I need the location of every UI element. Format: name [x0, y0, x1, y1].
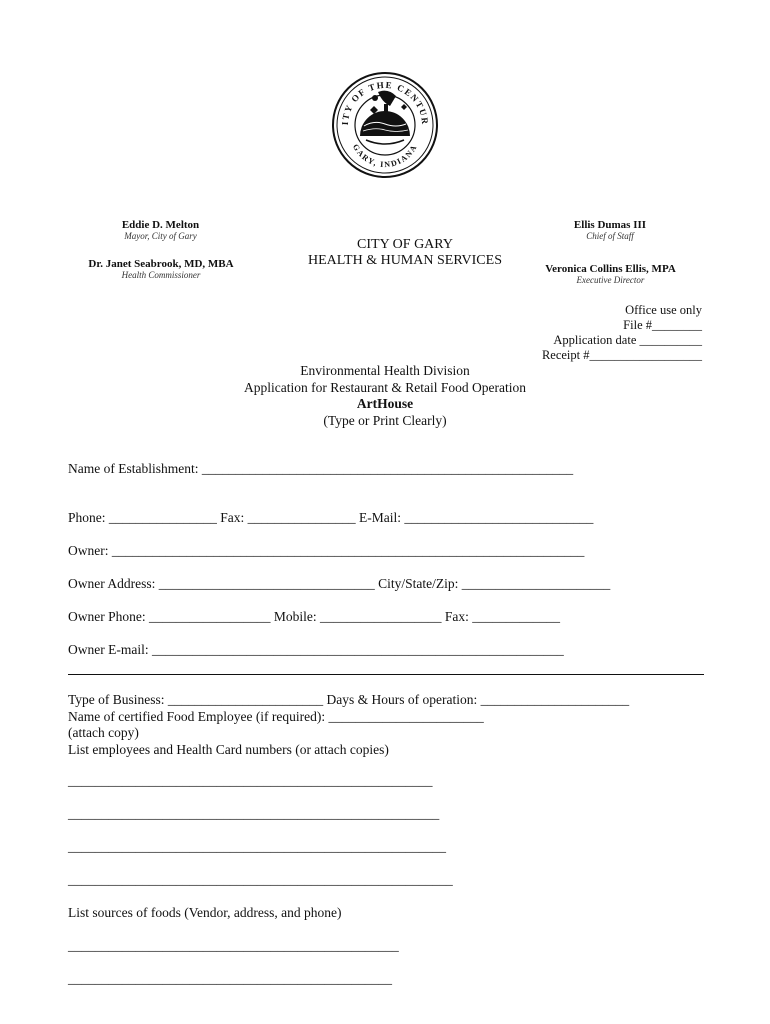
agency-line-2: HEALTH & HUMAN SERVICES	[308, 253, 502, 268]
seal-top-text: ITY OF THE CENTUR	[339, 79, 431, 126]
office-application-date: Application date __________	[553, 333, 702, 347]
chief-of-staff-title: Chief of Staff	[586, 231, 634, 241]
seal-icon	[330, 70, 440, 180]
field-owner[interactable]: Owner: ______________________________________________________________________	[68, 543, 585, 558]
employee-line[interactable]: _______________________________________________________	[68, 806, 440, 821]
commissioner-name: Dr. Janet Seabrook, MD, MBA	[88, 258, 234, 270]
city-seal	[330, 70, 440, 180]
agency-title	[290, 237, 520, 269]
office-use-block	[480, 303, 702, 363]
employee-line[interactable]: ______________________________________________________	[68, 773, 433, 788]
form-title	[185, 363, 585, 429]
food-source-line[interactable]: _________________________________________________	[68, 938, 399, 953]
seal-bottom-text: GARY, INDIANA	[350, 142, 420, 170]
mayor-name: Eddie D. Melton	[121, 219, 200, 231]
office-receipt-number: Receipt #__________________	[541, 348, 702, 362]
official-health-commissioner	[72, 258, 250, 280]
official-chief-of-staff	[540, 219, 680, 241]
employees-label: List employees and Health Card numbers (or attach copies)	[68, 741, 389, 757]
form-instruction: (Type or Print Clearly)	[323, 412, 447, 428]
official-executive-director	[528, 263, 693, 285]
employee-line[interactable]: ________________________________________________________	[68, 839, 446, 854]
employee-line[interactable]: _________________________________________________________	[68, 872, 453, 887]
field-owner-email[interactable]: Owner E-mail: _____________________________________________________________	[68, 642, 564, 657]
commissioner-title: Health Commissioner	[121, 270, 201, 280]
field-owner-phone[interactable]: Owner Phone: __________________ Mobile: __________________ Fax: _____________	[68, 609, 560, 624]
establishment-name: ArtHouse	[356, 396, 414, 411]
field-contact[interactable]: Phone: ________________ Fax: ________________ E-Mail: ____________________________	[68, 510, 594, 525]
mayor-title: Mayor, City of Gary	[124, 231, 197, 241]
attach-copy-note: (attach copy)	[68, 725, 139, 740]
official-mayor	[88, 219, 233, 241]
office-use-label: Office use only	[625, 303, 702, 317]
food-source-line[interactable]: ________________________________________________	[68, 971, 392, 986]
chief-of-staff-name: Ellis Dumas III	[573, 219, 647, 231]
field-type-of-business[interactable]: Type of Business: _______________________ Days & Hours of operation: ______________________	[68, 692, 630, 707]
executive-director-name: Veronica Collins Ellis, MPA	[545, 263, 676, 275]
field-name-of-establishment[interactable]: Name of Establishment: _______________________________________________________	[68, 461, 574, 476]
agency-line-1: CITY OF GARY	[357, 237, 453, 252]
business-section	[68, 692, 629, 758]
section-divider	[68, 674, 704, 675]
application-title: Application for Restaurant & Retail Food Operation	[244, 379, 526, 395]
field-owner-address[interactable]: Owner Address: ________________________________ City/State/Zip: ______________________	[68, 576, 611, 591]
office-file-number: File #________	[623, 318, 702, 332]
field-certified-food-employee[interactable]: Name of certified Food Employee (if required): _______________________	[68, 708, 484, 724]
svg-text:GARY, INDIANA	[351, 143, 419, 170]
division-name: Environmental Health Division	[300, 363, 470, 378]
executive-director-title: Executive Director	[576, 275, 645, 285]
food-sources-label: List sources of foods (Vendor, address, and phone)	[68, 905, 342, 920]
